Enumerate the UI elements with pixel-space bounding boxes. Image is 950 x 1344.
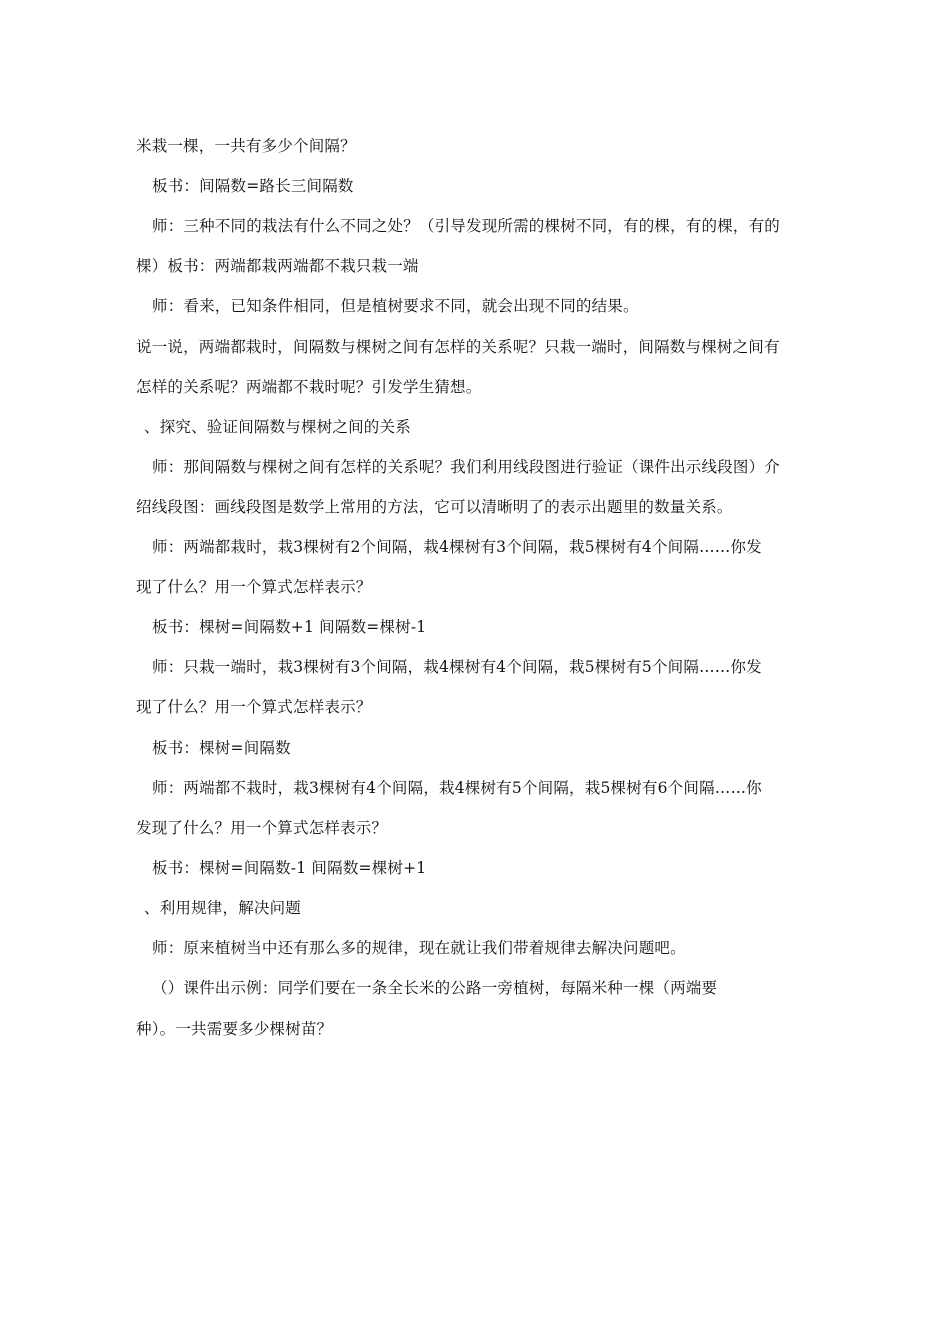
text-line-9: 师：那间隔数与棵树之间有怎样的关系呢？我们利用线段图进行验证（课件出示线段图）介 <box>152 458 781 476</box>
text-line-23: 种）。一共需要多少棵树苗？ <box>136 1020 333 1038</box>
text-line-1: 米栽一棵，一共有多少个间隔？ <box>136 137 356 155</box>
text-line-12: 现了什么？用一个算式怎样表示？ <box>136 578 372 596</box>
text-line-3: 师：三种不同的栽法有什么不同之处？（引导发现所需的棵树不同，有的棵，有的棵，有的 <box>152 217 781 235</box>
section-heading-explore: 、探究、验证间隔数与棵树之间的关系 <box>144 418 411 436</box>
text-line-2: 板书：间隔数=路长三间隔数 <box>152 177 354 195</box>
text-line-10: 绍线段图：画线段图是数学上常用的方法，它可以清晰明了的表示出题里的数量关系。 <box>136 498 733 516</box>
text-line-18: 发现了什么？用一个算式怎样表示？ <box>136 819 388 837</box>
section-heading-apply: 、利用规律，解决问题 <box>144 899 302 917</box>
text-line-4: 棵）板书：两端都栽两端都不栽只栽一端 <box>136 257 419 275</box>
text-line-6: 说一说，两端都栽时，间隔数与棵树之间有怎样的关系呢？只栽一端时，间隔数与棵树之间有 <box>136 338 780 356</box>
text-line-21: 师：原来植树当中还有那么多的规律，现在就让我们带着规律去解决问题吧。 <box>152 939 686 957</box>
text-line-22: （）课件出示例：同学们要在一条全长米的公路一旁植树，每隔米种一棵（两端要 <box>152 979 718 997</box>
text-line-7: 怎样的关系呢？两端都不栽时呢？引发学生猜想。 <box>136 378 482 396</box>
text-line-15: 现了什么？用一个算式怎样表示？ <box>136 698 372 716</box>
text-line-14: 师：只栽一端时，栽3棵树有3个间隔，栽4棵树有4个间隔，栽5棵树有5个间隔……你发 <box>152 658 762 676</box>
text-line-11: 师：两端都栽时，栽3棵树有2个间隔，栽4棵树有3个间隔，栽5棵树有4个间隔……你发 <box>152 538 762 556</box>
text-line-16: 板书：棵树=间隔数 <box>152 739 291 757</box>
text-line-5: 师：看来，已知条件相同，但是植树要求不同，就会出现不同的结果。 <box>152 297 639 315</box>
text-line-13: 板书：棵树=间隔数+1 间隔数=棵树-1 <box>152 618 427 636</box>
text-line-19: 板书：棵树=间隔数-1 间隔数=棵树+1 <box>152 859 427 877</box>
text-line-17: 师：两端都不栽时，栽3棵树有4个间隔，栽4棵树有5个间隔，栽5棵树有6个间隔……你 <box>152 779 762 797</box>
